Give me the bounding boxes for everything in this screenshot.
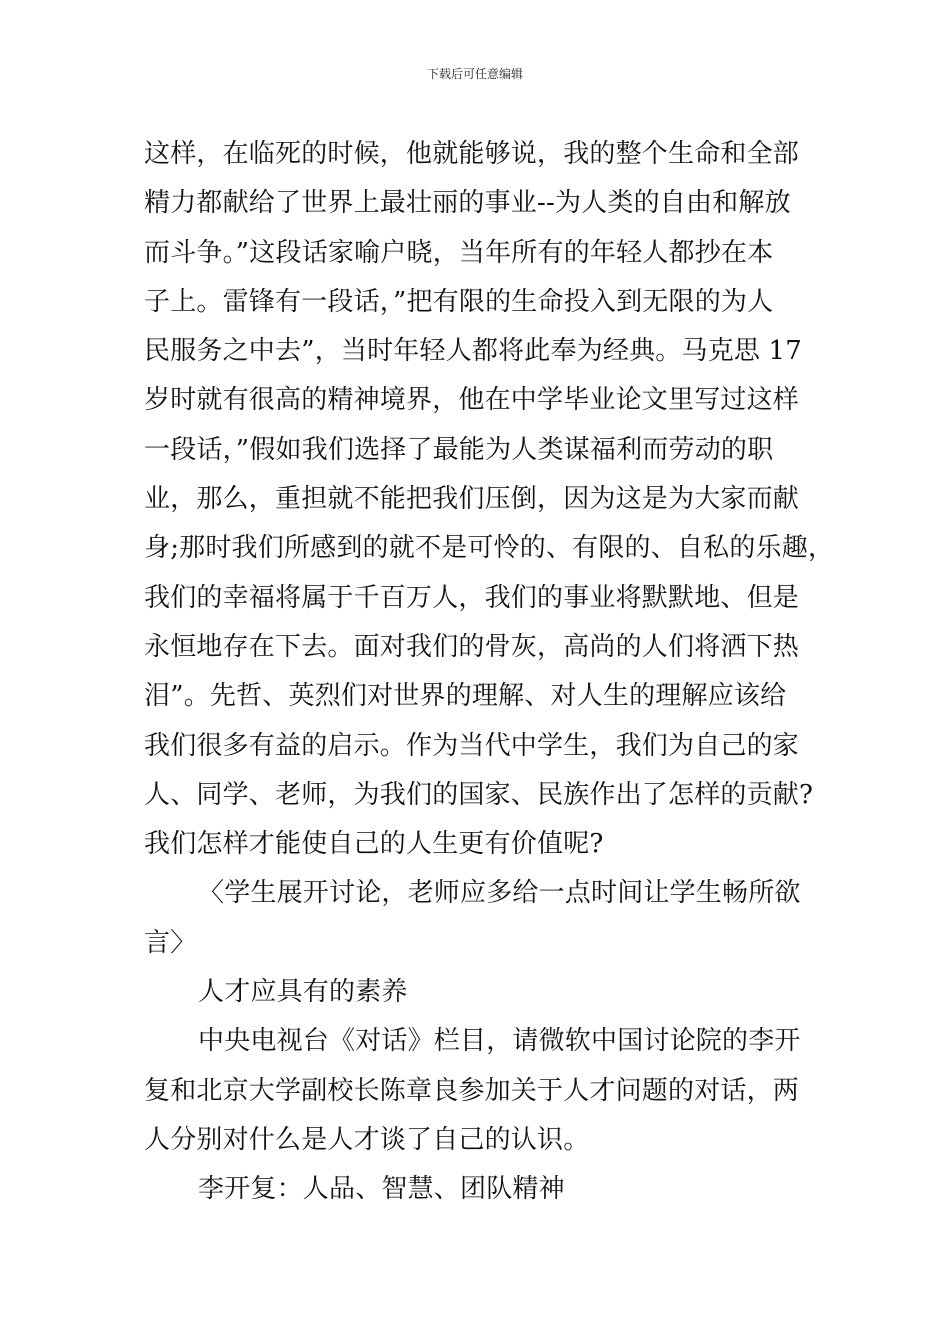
text-line: 这样，在临死的时候，他就能够说，我的整个生命和全部 — [144, 139, 800, 169]
text-line: 复和北京大学副校长陈章良参加关于人才问题的对话，两 — [144, 1075, 800, 1106]
text-line: 我们的幸福将属于千百万人，我们的事业将默默地、但是 — [144, 582, 800, 613]
text-line: 我们怎样才能使自己的人生更有价值呢? — [144, 829, 604, 860]
text-line: 中央电视台《对话》栏目，请微软中国讨论院的李开 — [198, 1026, 801, 1057]
text-line: 子上。雷锋有一段话，”把有限的生命投入到无限的为人 — [144, 286, 774, 317]
text-line: 而斗争。”这段话家喻户晓，当年所有的年轻人都抄在本 — [144, 237, 774, 268]
text-line: 人分别对什么是人才谈了自己的认识。 — [144, 1124, 590, 1155]
text-line: 言〉 — [144, 927, 197, 958]
text-line: 〈学生展开讨论，老师应多给一点时间让学生畅所欲 — [198, 878, 801, 909]
text-line: 李开复：人品、智慧、团队精神 — [198, 1174, 565, 1205]
text-line: 精力都献给了世界上最壮丽的事业--为人类的自由和解放 — [144, 188, 791, 219]
text-line: 一段话，”假如我们选择了最能为人类谋福利而劳动的职 — [144, 434, 774, 465]
section-heading: 人才应具有的素养 — [198, 977, 408, 1008]
text-line: 我们很多有益的启示。作为当代中学生，我们为自己的家 — [144, 730, 800, 761]
text-line: 民服务之中去”，当时年轻人都将此奉为经典。马克思 17 — [144, 336, 803, 367]
text-line: 业，那么，重担就不能把我们压倒，因为这是为大家而献 — [144, 484, 800, 515]
text-line: 永恒地存在下去。面对我们的骨灰，高尚的人们将洒下热 — [144, 631, 800, 662]
text-line: 岁时就有很高的精神境界，他在中学毕业论文里写过这样 — [144, 385, 800, 416]
text-line: 身;那时我们所感到的就不是可怜的、有限的、自私的乐趣， — [144, 533, 835, 564]
text-line: 泪”。先哲、英烈们对世界的理解、对人生的理解应该给 — [144, 681, 787, 712]
document-body — [144, 130, 835, 1215]
page-header: 下载后可任意编辑 — [426, 67, 523, 81]
text-line: 人、同学、老师，为我们的国家、民族作出了怎样的贡献? — [144, 779, 814, 810]
